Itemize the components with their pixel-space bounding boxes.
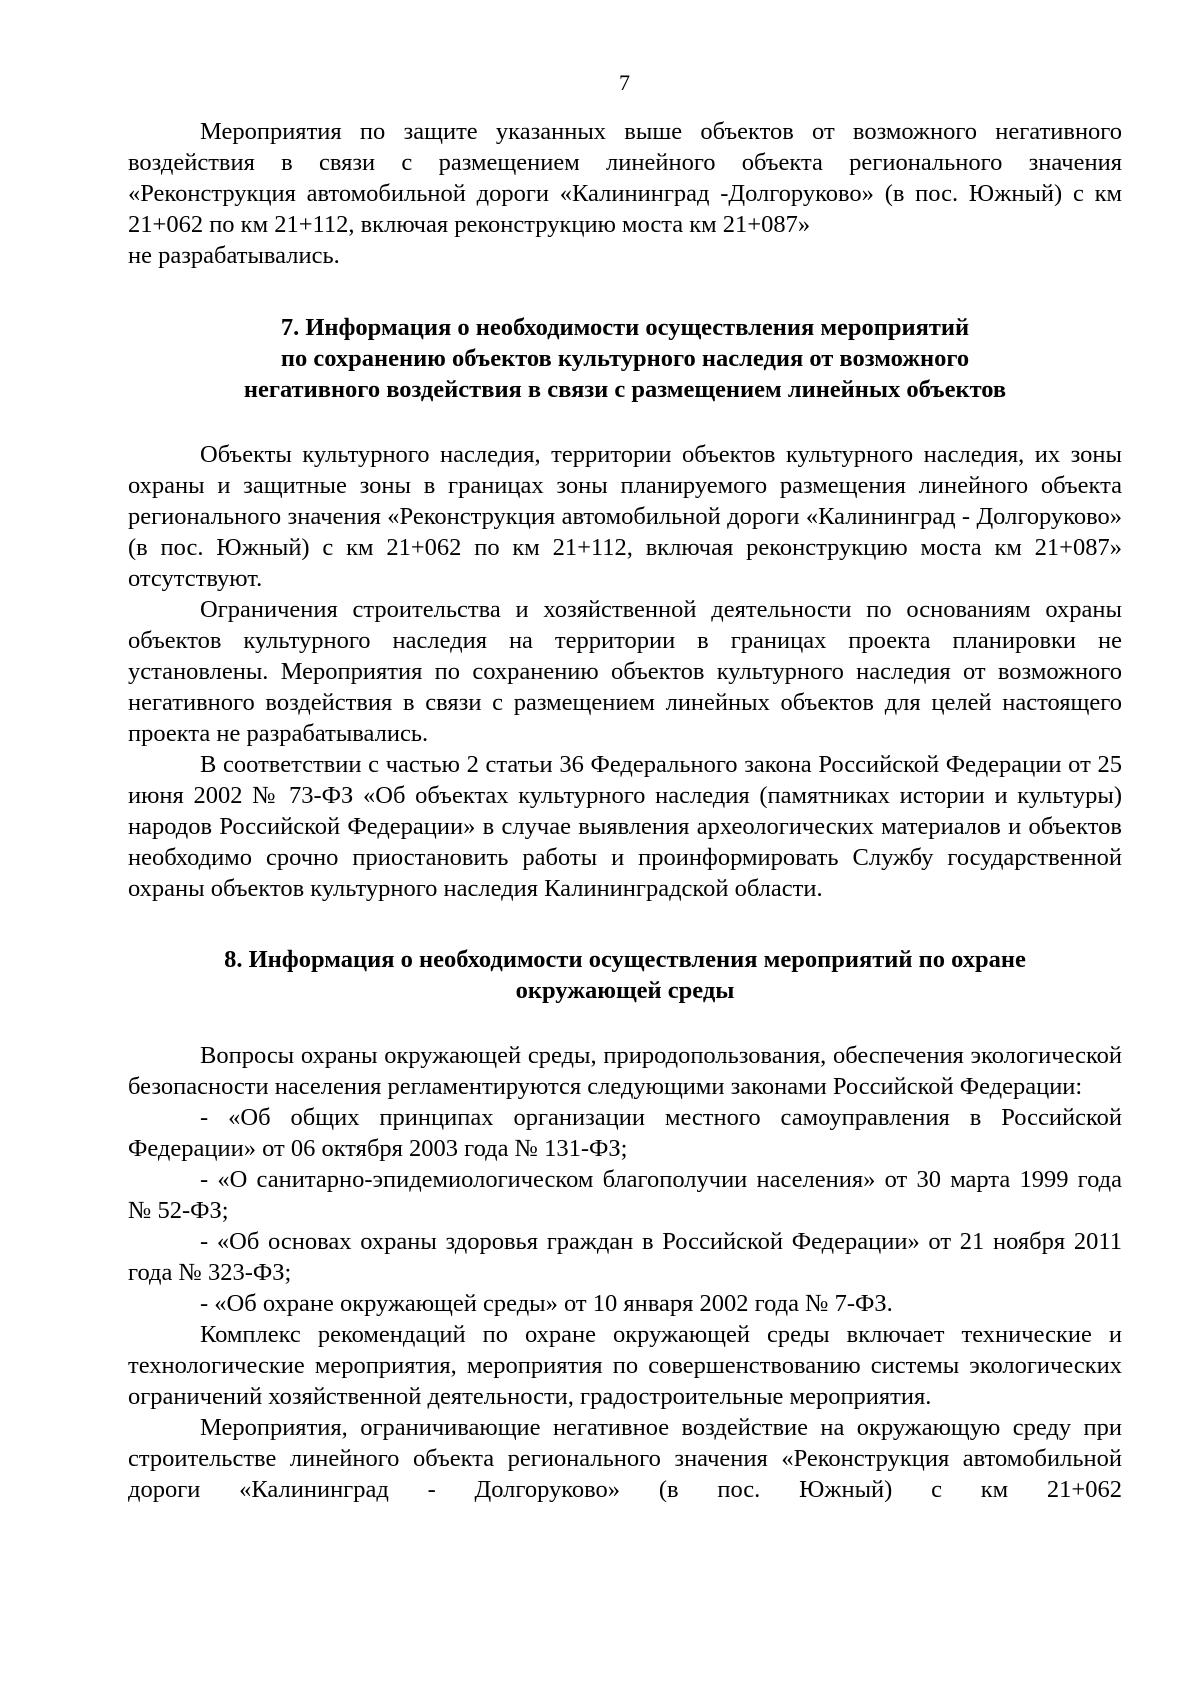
section-7-paragraph: В соответствии с частью 2 статьи 36 Федерального закона Российской Федерации от 25 июня 2002 № 73-ФЗ «Об объектах культурного наследия (памятниках истории и культуры) народов Российской Федерации» в случае выявления археологических материалов и объектов необходимо срочно приостановить работы и проинформировать Службу государственной охраны объектов культурного наследия Калининградской области. [128,751,1122,902]
section-7-paragraph: Объекты культурного наследия, территории объектов культурного наследия, их зоны охраны и защитные зоны в границах зоны планируемого размещения линейного объекта регионального значения «Реконструкция автомобильной дороги «Калининград - Долгоруково» (в пос. Южный) с км 21+062 по км 21+112, включая реконструкцию моста км 21+087» отсутствуют. [128,441,1122,592]
section-8-paragraph: Вопросы охраны окружающей среды, природопользования, обеспечения экологической безопасности населения регламентируются следующими законами Российской Федерации: [128,1042,1122,1100]
section-8-paragraph: Мероприятия, ограничивающие негативное воздействие на окружающую среду при строительстве линейного объекта регионального значения «Реконструкция автомобильной дороги «Калининград - Долгоруково» (в пос. Южный) с км 21+062 [128,1414,1122,1503]
law-list-item: - «Об общих принципах организации местного самоуправления в Российской Федерации» от 06 октября 2003 года № 131-ФЗ; [128,1104,1122,1162]
section-7-heading-line: негативного воздействия в связи с размещением линейных объектов [243,376,1007,403]
section-8-heading-line: окружающей среды [515,977,735,1004]
section-7-heading-line: по сохранению объектов культурного наследия от возможного [280,345,970,372]
section-8-heading-line: 8. Информация о необходимости осуществления мероприятий по охране [224,946,1026,973]
law-list-item: - «Об основах охраны здоровья граждан в Российской Федерации» от 21 ноября 2011 года № 323-ФЗ; [128,1228,1122,1286]
section-7-heading-line: 7. Информация о необходимости осуществления мероприятий [280,314,970,341]
page-number: 7 [619,70,630,95]
section-8-paragraph: Комплекс рекомендаций по охране окружающей среды включает технические и технологические мероприятия, мероприятия по совершенствованию системы экологических ограничений хозяйственной деятельности, градостроительные мероприятия. [128,1321,1122,1410]
law-list-item: - «Об охране окружающей среды» от 10 января 2002 года № 7-ФЗ. [200,1290,893,1317]
intro-paragraph: Мероприятия по защите указанных выше объектов от возможного негативного воздействия в связи с размещением линейного объекта регионального значения «Реконструкция автомобильной дороги «Калининград -Долгоруково» (в пос. Южный) с км 21+062 по км 21+112, включая реконструкцию моста км 21+087» [128,118,1122,238]
document-body [128,116,1122,1505]
section-8-heading [128,944,1122,1006]
section-7-paragraph: Ограничения строительства и хозяйственной деятельности по основаниям охраны объектов культурного наследия на территории в границах проекта планировки не установлены. Мероприятия по сохранению объектов культурного наследия от возможного негативного воздействия в связи с размещением линейных объектов для целей настоящего проекта не разрабатывались. [128,596,1122,747]
section-7-heading [128,312,1122,405]
intro-paragraph-ending: не разрабатывались. [128,242,340,269]
law-list-item: - «О санитарно-эпидемиологическом благополучии населения» от 30 марта 1999 года № 52-ФЗ; [128,1166,1122,1224]
